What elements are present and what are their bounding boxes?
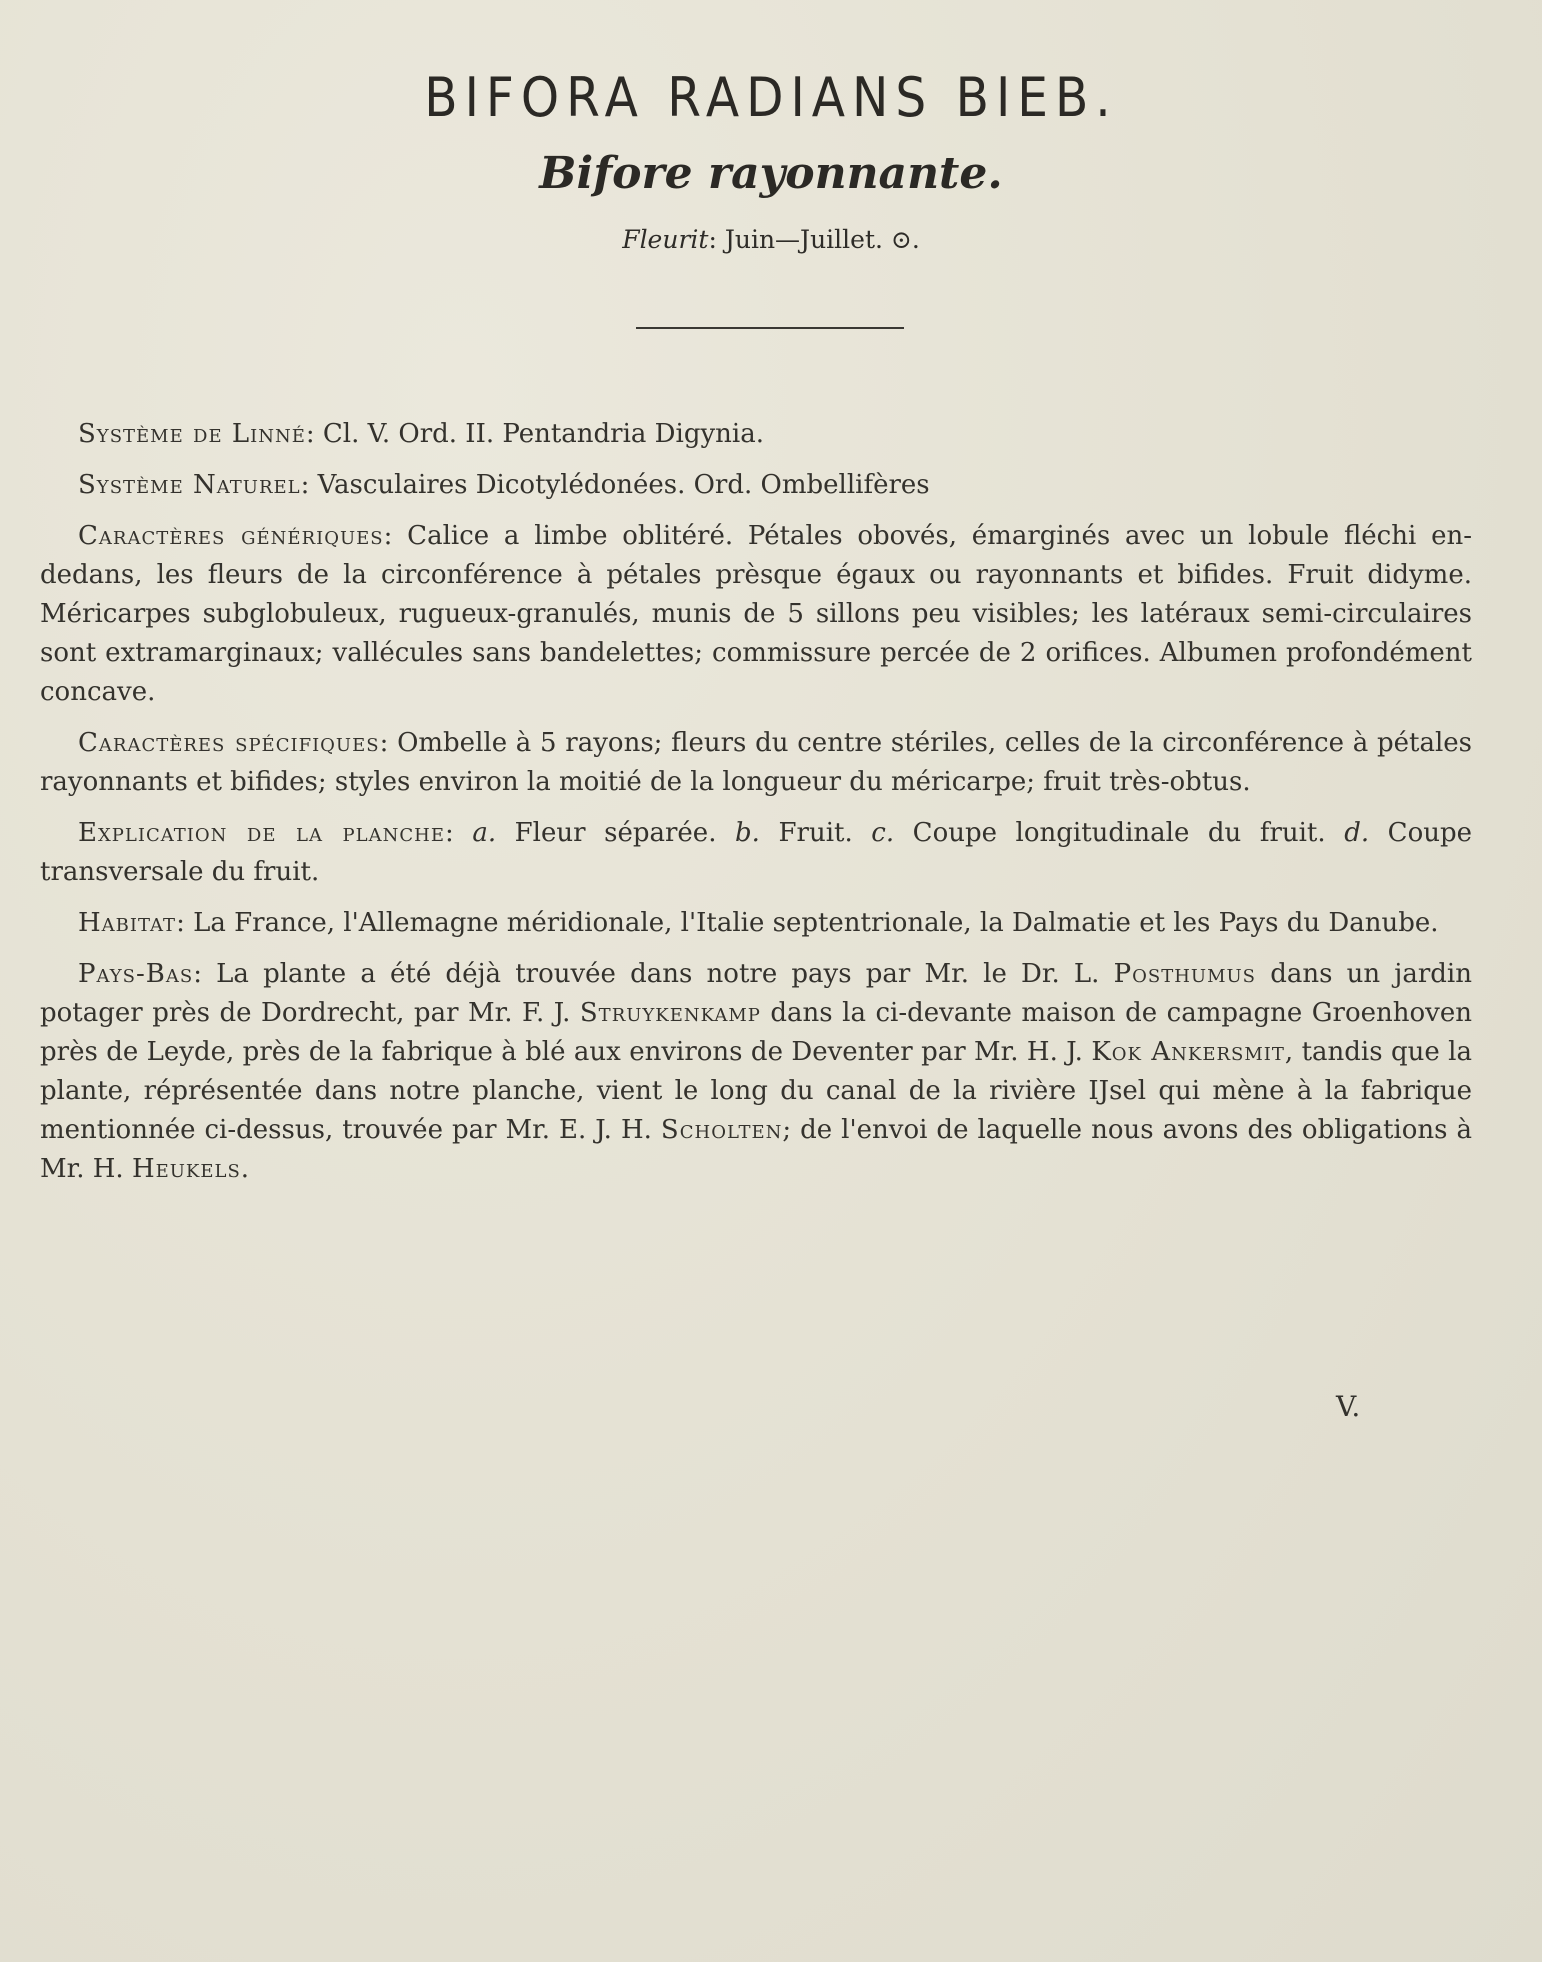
netherlands-paragraph: [40, 955, 1472, 1189]
flowering-label: Fleurit: [622, 225, 709, 254]
plate-text-b: Fruit.: [759, 818, 872, 848]
collector-name-2: Struykenkamp: [579, 998, 761, 1028]
plate-key-a: a.: [472, 818, 497, 848]
generic-text: : Calice a limbe oblitéré. Pétales obovés, émarginés avec un lobule fléchi en-dedans, les fleurs de la circonférence à pétales prèsque égaux ou rayonnants et bifides. Fruit didyme. Méricarpes subglobuleux, rugueux-granulés, munis de 5 sillons peu visibles; les latéraux semi-circulaires sont extramarginaux; vallécules sans bandelettes; commissure percée de 2 orifices. Albumen profondément concave.: [40, 521, 1472, 707]
page-title: BIFORA RADIANS BIEB.: [424, 66, 1118, 129]
netherlands-text-4: , tandis que la plante, réprésentée dans notre planche, vient le long du canal de la rivière IJsel qui mène à la fabrique mentionnée ci-dessus, trouvée par Mr. E. J. H.: [40, 1037, 1472, 1145]
plate-text-c: Coupe longitudinale du fruit.: [894, 818, 1345, 848]
author-signature: V.: [1336, 1390, 1361, 1423]
linne-label: Système de Linné: [78, 419, 306, 449]
description-body: [40, 415, 1472, 1201]
netherlands-text-6: .: [240, 1154, 250, 1184]
plate-text-d: Coupe transversale du fruit.: [40, 818, 1473, 887]
netherlands-label: Pays-Bas: [78, 959, 194, 989]
plate-key-b: b.: [735, 818, 760, 848]
page-subtitle: Bifore rayonnante.: [539, 148, 1003, 199]
flowering-value: : Juin—Juillet. ⊙.: [708, 225, 920, 254]
collector-name-4: Scholten: [660, 1115, 783, 1145]
linne-system-paragraph: [40, 415, 1472, 454]
linne-text: : Cl. V. Ord. II. Pentandria Digynia.: [305, 419, 764, 449]
divider-rule: [636, 327, 904, 329]
plate-colon: :: [445, 818, 473, 848]
generic-characters-paragraph: [40, 517, 1472, 712]
plate-key-d: d.: [1344, 818, 1370, 848]
collector-name-3: Kok Ankersmit: [1091, 1037, 1285, 1067]
specific-label: Caractères spécifiques: [78, 728, 380, 758]
natural-system-paragraph: [40, 466, 1472, 505]
flowering-period: [0, 225, 1542, 254]
habitat-paragraph: [40, 904, 1472, 943]
plate-label: Explication de la planche: [78, 818, 445, 848]
netherlands-text-1: : La plante a été déjà trouvée dans notre pays par Mr. le Dr. L.: [193, 959, 1114, 989]
specific-characters-paragraph: [40, 724, 1472, 802]
plate-key-c: c.: [871, 818, 895, 848]
plate-explanation-paragraph: [40, 814, 1472, 892]
habitat-label: Habitat: [78, 908, 177, 938]
habitat-text: : La France, l'Allemagne méridionale, l'Italie septentrionale, la Dalmatie et les Pays du Danube.: [176, 908, 1439, 938]
plate-text-a: Fleur séparée.: [496, 818, 736, 848]
netherlands-text-3: dans la ci-devante maison de campagne Groenhoven près de Leyde, près de la fabrique à blé aux environs de Deventer par Mr. H. J.: [40, 998, 1472, 1067]
natural-text: : Vasculaires Dicotylédonées. Ord. Ombellifères: [300, 470, 930, 500]
collector-name-5: Heukels: [131, 1154, 241, 1184]
netherlands-text-2: dans un jardin potager près de Dordrecht, par Mr. F. J.: [40, 959, 1472, 1028]
specific-text: : Ombelle à 5 rayons; fleurs du centre stériles, celles de la circonférence à pétales rayonnants et bifides; styles environ la moitié de la longueur du méricarpe; fruit très-obtus.: [40, 728, 1472, 797]
natural-label: Système Naturel: [78, 470, 301, 500]
collector-name-1: Posthumus: [1113, 959, 1257, 989]
netherlands-text-5: ; de l'envoi de laquelle nous avons des obligations à Mr. H.: [40, 1115, 1473, 1184]
generic-label: Caractères génériques: [78, 521, 384, 551]
